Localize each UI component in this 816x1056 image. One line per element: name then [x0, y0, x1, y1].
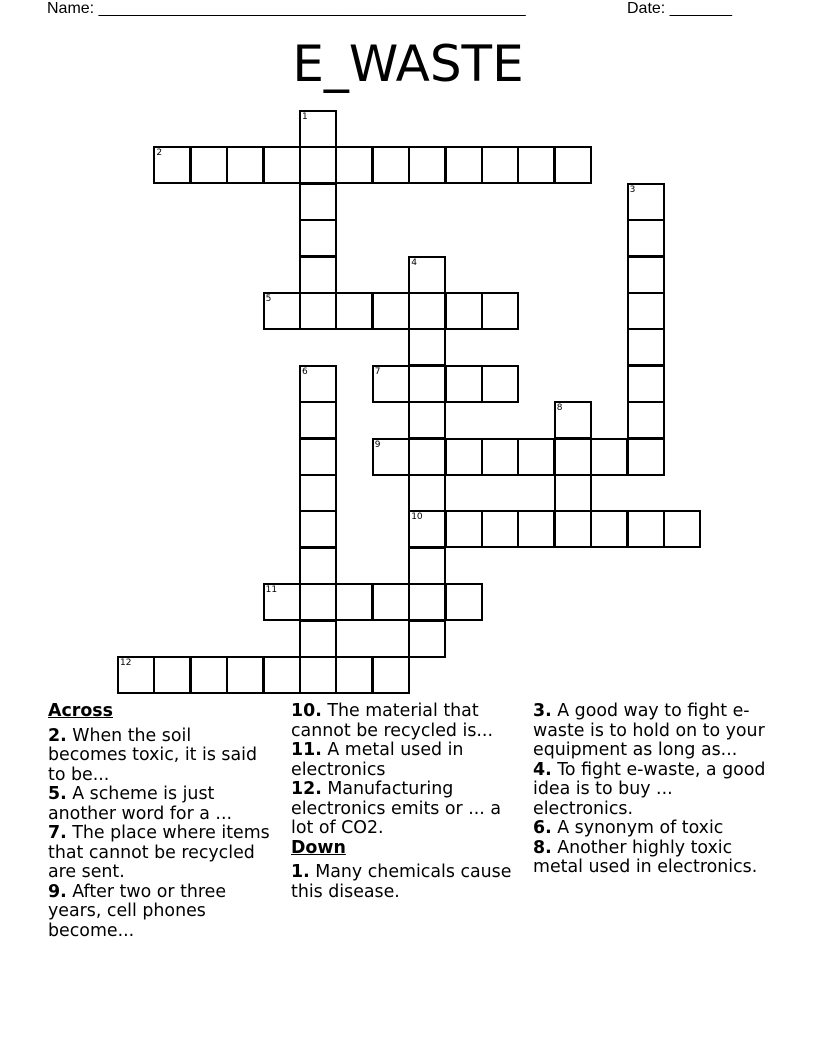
grid-cell[interactable]: [663, 510, 701, 548]
grid-cell[interactable]: [627, 292, 665, 330]
grid-cell[interactable]: [408, 620, 446, 658]
grid-cell[interactable]: [627, 256, 665, 294]
grid-cell[interactable]: [627, 510, 665, 548]
clue-text: The material that cannot be recycled is...: [291, 701, 493, 741]
grid-cell[interactable]: [445, 146, 483, 184]
cell-number: 1: [302, 112, 308, 122]
grid-cell[interactable]: [517, 438, 555, 476]
cell-number: 12: [120, 658, 132, 668]
grid-cell[interactable]: [517, 146, 555, 184]
grid-cell[interactable]: [299, 510, 337, 548]
grid-cell[interactable]: [408, 256, 446, 294]
grid-cell[interactable]: [408, 401, 446, 439]
grid-cell[interactable]: [372, 438, 410, 476]
cell-number: 3: [629, 184, 636, 195]
clues-column-3: [533, 702, 773, 878]
clue-across-2: [48, 727, 274, 786]
grid-cell[interactable]: [263, 146, 301, 184]
clue-text: A scheme is just another word for a ...: [48, 784, 233, 824]
grid-cell[interactable]: [372, 583, 410, 621]
grid-cell[interactable]: [481, 438, 519, 476]
grid-cell[interactable]: [372, 365, 410, 403]
grid-cell[interactable]: [554, 438, 592, 476]
grid-cell[interactable]: [299, 110, 337, 148]
cell-number: 6: [302, 366, 308, 377]
grid-cell[interactable]: [481, 292, 519, 330]
down-heading: Down: [291, 837, 346, 858]
clue-text: Manufacturing electronics emits or ... a lot of CO2.: [291, 779, 501, 838]
clue-across-12: [291, 780, 523, 839]
clue-across-5: [48, 785, 274, 824]
grid-cell[interactable]: [335, 656, 373, 694]
clues-column-2: [291, 702, 523, 902]
grid-cell[interactable]: [117, 656, 155, 694]
clue-text: Another highly toxic metal used in electronics.: [533, 837, 758, 877]
grid-cell[interactable]: [299, 547, 337, 585]
grid-cell[interactable]: [627, 328, 665, 366]
clue-number: 10.: [291, 701, 322, 721]
grid-cell[interactable]: [408, 328, 446, 366]
grid-cell[interactable]: [445, 365, 483, 403]
clue-text: The place where items that cannot be recycled are sent.: [48, 823, 270, 882]
grid-cell[interactable]: [335, 146, 373, 184]
clue-text: To fight e-waste, a good idea is to buy ... electronics.: [533, 759, 766, 819]
cell-number: 11: [265, 585, 278, 596]
clue-down-8: [533, 839, 773, 878]
grid-cell[interactable]: [408, 510, 446, 548]
grid-cell[interactable]: [299, 256, 337, 294]
cell-number: 8: [556, 403, 563, 414]
grid-cell[interactable]: [299, 146, 337, 184]
grid-cell[interactable]: [263, 583, 301, 621]
grid-cell[interactable]: [263, 292, 301, 330]
grid-cell[interactable]: [554, 474, 592, 512]
cell-number: 7: [374, 366, 381, 377]
grid-cell[interactable]: [408, 547, 446, 585]
clue-number: 5.: [48, 784, 67, 804]
clue-number: 6.: [533, 818, 552, 838]
clue-text: When the soil becomes toxic, it is said to be...: [48, 725, 258, 785]
grid-cell[interactable]: [408, 292, 446, 330]
grid-cell[interactable]: [554, 401, 592, 439]
cell-number: 9: [374, 439, 381, 450]
grid-cell[interactable]: [372, 656, 410, 694]
clue-down-6: [533, 819, 773, 839]
clue-text: A synonym of toxic: [551, 818, 724, 838]
grid-cell[interactable]: [408, 146, 446, 184]
clue-across-10: [291, 702, 523, 741]
grid-cell[interactable]: [299, 401, 337, 439]
grid-cell[interactable]: [335, 583, 373, 621]
name-field: Name: ________________________________________________: [47, 0, 526, 17]
clues-column-1: [48, 702, 274, 941]
grid-cell[interactable]: [153, 656, 191, 694]
grid-cell[interactable]: [299, 292, 337, 330]
grid-cell[interactable]: [590, 438, 628, 476]
clue-across-9: [48, 883, 274, 942]
grid-cell[interactable]: [299, 583, 337, 621]
grid-cell[interactable]: [372, 292, 410, 330]
grid-cell[interactable]: [299, 219, 337, 257]
grid-cell[interactable]: [408, 583, 446, 621]
grid-cell[interactable]: [481, 146, 519, 184]
across-heading: Across: [48, 701, 113, 721]
grid-cell[interactable]: [190, 656, 228, 694]
grid-cell[interactable]: [299, 620, 337, 658]
clue-number: 3.: [533, 701, 552, 721]
grid-cell[interactable]: [627, 438, 665, 476]
clue-down-3: [533, 702, 773, 761]
clue-down-1: [291, 863, 523, 902]
grid-cell[interactable]: [299, 656, 337, 694]
clue-text: A metal used in electronics: [291, 740, 464, 780]
grid-cell[interactable]: [263, 656, 301, 694]
clue-number: 9.: [48, 881, 67, 902]
grid-cell[interactable]: [445, 583, 483, 621]
grid-cell[interactable]: [481, 510, 519, 548]
grid-cell[interactable]: [590, 510, 628, 548]
grid-cell[interactable]: [408, 474, 446, 512]
grid-cell[interactable]: [372, 146, 410, 184]
grid-cell[interactable]: [335, 292, 373, 330]
clue-number: 4.: [533, 759, 552, 780]
clue-text: After two or three years, cell phones become...: [48, 881, 227, 941]
clue-number: 7.: [48, 823, 67, 843]
clue-text: Many chemicals cause this disease.: [291, 862, 512, 902]
clue-number: 8.: [533, 837, 552, 858]
clue-number: 12.: [291, 779, 322, 799]
puzzle-title: E_WASTE: [292, 35, 524, 93]
grid-cell[interactable]: [299, 438, 337, 476]
grid-cell[interactable]: [481, 365, 519, 403]
grid-cell[interactable]: [445, 438, 483, 476]
cell-number: 2: [156, 148, 163, 159]
grid-cell[interactable]: [299, 474, 337, 512]
grid-cell[interactable]: [153, 146, 191, 184]
clue-across-7: [48, 824, 274, 883]
cell-number: 4: [411, 257, 417, 268]
clue-text: A good way to fight e-waste is to hold on to your equipment as long as...: [533, 701, 765, 760]
clue-number: 1.: [291, 862, 310, 882]
grid-cell[interactable]: [627, 365, 665, 403]
grid-cell[interactable]: [627, 219, 665, 257]
grid-cell[interactable]: [627, 401, 665, 439]
clue-number: 2.: [48, 725, 67, 746]
cell-number: 10: [411, 512, 423, 523]
grid-cell[interactable]: [627, 183, 665, 221]
clue-number: 11.: [291, 740, 322, 760]
cell-number: 5: [265, 294, 272, 304]
grid-cell[interactable]: [445, 292, 483, 330]
grid-cell[interactable]: [299, 365, 337, 403]
clue-down-4: [533, 761, 773, 820]
grid-cell[interactable]: [554, 146, 592, 184]
date-field: Date: _______: [627, 0, 732, 17]
grid-cell[interactable]: [299, 183, 337, 221]
grid-cell[interactable]: [408, 365, 446, 403]
grid-cell[interactable]: [226, 656, 264, 694]
grid-cell[interactable]: [408, 438, 446, 476]
grid-cell[interactable]: [226, 146, 264, 184]
grid-cell[interactable]: [554, 510, 592, 548]
grid-cell[interactable]: [517, 510, 555, 548]
grid-cell[interactable]: [445, 510, 483, 548]
clue-across-11: [291, 741, 523, 780]
grid-cell[interactable]: [190, 146, 228, 184]
